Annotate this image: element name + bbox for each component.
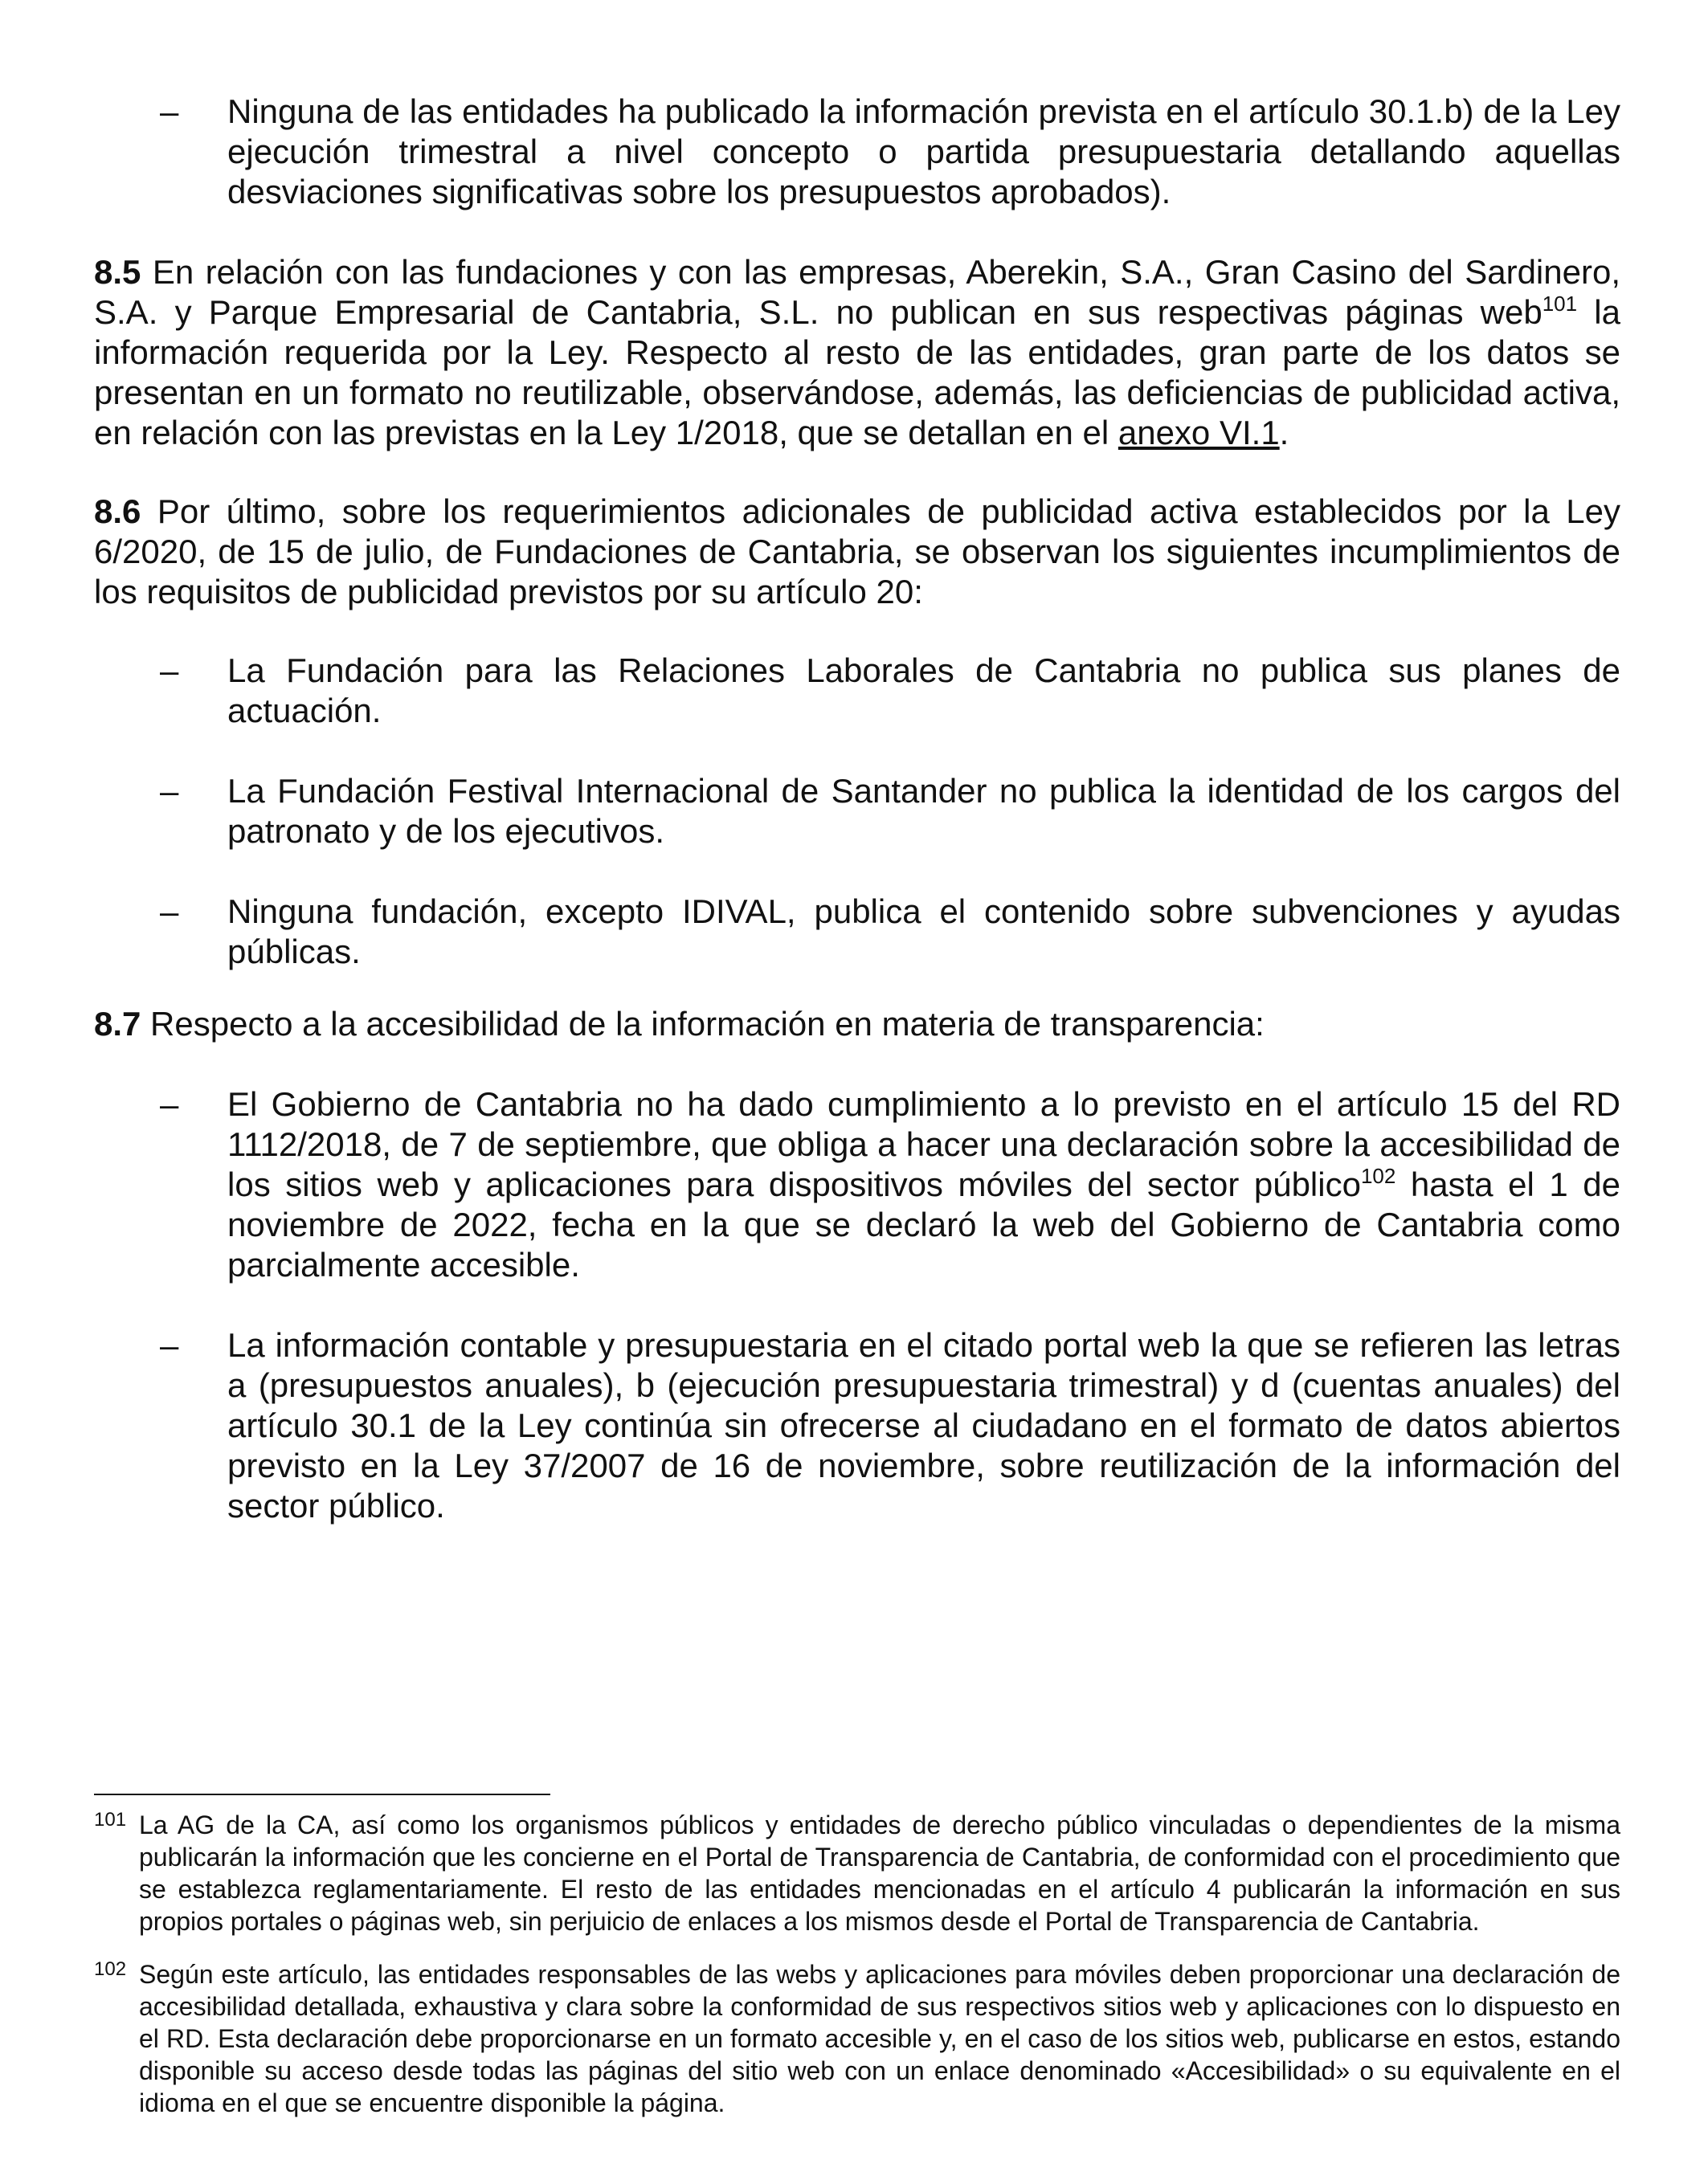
bullet-text: La información contable y presupuestaria en el citado portal web la que se refieren las letras a (presupuestos anuales), b (ejecución presupuestaria trimestral) y d (cuentas anuales) del artículo 30.1 de la Ley continúa sin ofrecerse al ciudadano en el formato de datos abiertos previsto en la Ley 37/2007 de 16 de noviembre, sobre reutilización de la información del sector público. [227,1326,1620,1525]
footnote-102 [94,1958,1620,2119]
section-number: 8.6 [94,492,141,530]
bullet-dash: – [160,651,179,689]
footnote-text: La AG de la CA, así como los organismos públicos y entidades de derecho público vinculadas o dependientes de la misma publicarán la información que les concierne en el Portal de Transparencia de Cantabria, de conformidad con el procedimiento que se establezca reglamentariamente. El resto de las entidades mencionadas en el artículo 4 publicarán la información en sus propios portales o páginas web, sin perjuicio de enlaces a los mismos desde el Portal de Transparencia de Cantabria. [139,1810,1620,1936]
footnote-ref-101[interactable]: 101 [1542,292,1578,316]
paragraph-text: . [1279,414,1289,451]
paragraph-8-6 [94,492,1620,612]
bullet-text: La Fundación Festival Internacional de Santander no publica la identidad de los cargos del patronato y de los ejecutivos. [227,772,1620,850]
bullet-text: La Fundación para las Relaciones Laborales de Cantabria no publica sus planes de actuación. [227,651,1620,729]
paragraph-text: Por último, sobre los requerimientos adicionales de publicidad activa establecidos por la Ley 6/2020, de 15 de julio, de Fundaciones de Cantabria, se observan los siguientes incumplimientos de los requisitos de publicidad previstos por su artículo 20: [94,492,1620,610]
paragraph-text: la información requerida por la Ley. Respecto al resto de las entidades, gran parte de los datos se presentan en un formato no reutilizable, observándose, además, las deficiencias de publicidad activa, en relación con las previstas en la Ley 1/2018, que se detallan en el [94,293,1620,451]
paragraph-text: En relación con las fundaciones y con las empresas, Aberekin, S.A., Gran Casino del Sardinero, S.A. y Parque Empresarial de Cantabria, S.L. no publican en sus respectivas páginas web [94,253,1620,331]
footnote-number: 101 [94,1809,127,1831]
bullet-item [94,1084,1620,1285]
footnote-ref-102[interactable]: 102 [1360,1164,1396,1188]
bullet-dash: – [160,92,179,130]
footnote-text: Según este artículo, las entidades responsables de las webs y aplicaciones para móviles deben proporcionar una declaración de accesibilidad detallada, exhaustiva y clara sobre la conformidad de sus respectivos sitios web y aplicaciones con lo dispuesto en el RD. Esta declaración debe proporcionarse en un formato accesible y, en el caso de los sitios web, publicarse en estos, estando disponible su acceso desde todas las páginas del sitio web con un enlace denominado «Accesibilidad» o su equivalente en el idioma en el que se encuentre disponible la página. [139,1960,1620,2117]
bullet-text: Ninguna de las entidades ha publicado la información prevista en el artículo 30.1.b) de la Ley ejecución trimestral a nivel concepto o partida presupuestaria detallando aquellas desviaciones significativas sobre los presupuestos aprobados). [227,92,1620,210]
bullet-text: El Gobierno de Cantabria no ha dado cumplimiento a lo previsto en el artículo 15 del RD 1112/2018, de 7 de septiembre, que obliga a hacer una declaración sobre la accesibilidad de los sitios web y aplicaciones para dispositivos móviles del sector público [227,1085,1620,1203]
section-number: 8.5 [94,253,141,291]
section-number: 8.7 [94,1005,141,1043]
bullet-item [94,771,1620,851]
footnotes [94,1809,1620,2140]
footnote-101 [94,1809,1620,1937]
bullet-item-intro [94,92,1620,212]
bullet-dash: – [160,892,179,930]
bullet-text: hasta el 1 de noviembre de 2022, fecha en la que se declaró la web del Gobierno de Cantabria como parcialmente accesible. [227,1165,1620,1284]
bullet-text: Ninguna fundación, excepto IDIVAL, publica el contenido sobre subvenciones y ayudas públicas. [227,892,1620,970]
bullet-dash: – [160,772,179,810]
footnote-separator [94,1794,550,1795]
paragraph-text: Respecto a la accesibilidad de la información en materia de transparencia: [141,1005,1265,1043]
bullet-dash: – [160,1326,179,1364]
document-body [94,92,1620,1566]
bullet-item [94,892,1620,972]
annex-link[interactable]: anexo VI.1 [1118,414,1280,451]
paragraph-8-7 [94,1004,1620,1044]
bullet-dash: – [160,1085,179,1123]
bullet-item [94,1325,1620,1526]
bullet-item [94,651,1620,731]
paragraph-8-5 [94,252,1620,453]
footnote-number: 102 [94,1958,127,1980]
